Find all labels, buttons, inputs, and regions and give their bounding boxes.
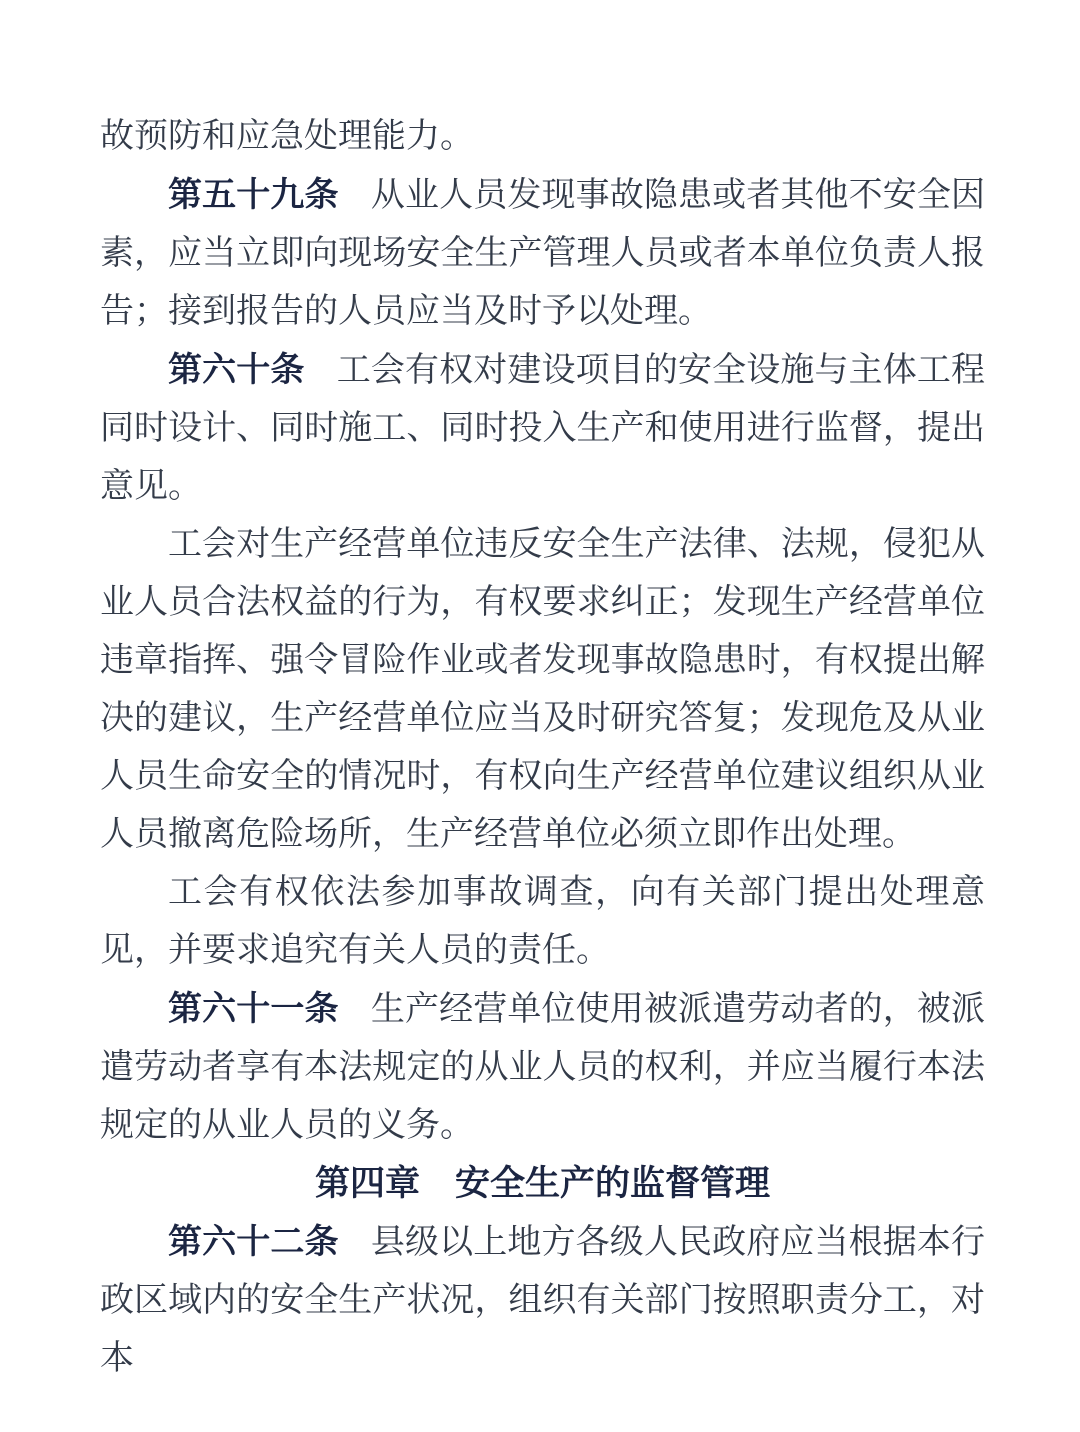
paragraph-article-62 <box>100 1213 985 1388</box>
paragraph-text: 工会有权对建设项目的安全设施与主体工程同时设计、同时施工、同时投入生产和使用进行监督，提出意见。 <box>100 352 986 505</box>
paragraph-text: 生产经营单位使用被派遣劳动者的，被派遣劳动者享有本法规定的从业人员的权利，并应当履行本法规定的从业人员的义务。 <box>100 991 986 1144</box>
paragraph-article-59 <box>100 166 985 341</box>
article-number: 第六十二条 <box>168 1223 339 1261</box>
paragraph-text: 故预防和应急处理能力。 <box>100 118 474 155</box>
paragraph-text: 工会对生产经营单位违反安全生产法律、法规，侵犯从业人员合法权益的行为，有权要求纠正；发现生产经营单位违章指挥、强令冒险作业或者发现事故隐患时，有权提出解决的建议，生产经营单位应当及时研究答复；发现危及从业人员生命安全的情况时，有权向生产经营单位建议组织从业人员撤离危险场所，生产经营单位必须立即作出处理。 <box>100 526 985 853</box>
paragraph-continuation <box>100 108 985 166</box>
chapter-heading <box>100 1155 985 1213</box>
chapter-number: 第四章 <box>314 1164 420 1203</box>
article-number: 第六十条 <box>168 351 305 389</box>
paragraph-article-60 <box>100 341 985 516</box>
paragraph-text: 县级以上地方各级人民政府应当根据本行政区域内的安全生产状况，组织有关部门按照职责分工，对本 <box>100 1224 986 1377</box>
article-number: 第六十一条 <box>168 990 339 1028</box>
paragraph-body <box>100 864 985 980</box>
paragraph-article-61 <box>100 980 985 1155</box>
chapter-title: 安全生产的监督管理 <box>455 1164 771 1203</box>
paragraph-text: 从业人员发现事故隐患或者其他不安全因素，应当立即向现场安全生产管理人员或者本单位负责人报告；接到报告的人员应当及时予以处理。 <box>100 177 986 330</box>
paragraph-body <box>100 516 985 864</box>
article-number: 第五十九条 <box>168 176 339 214</box>
paragraph-text: 工会有权依法参加事故调查，向有关部门提出处理意见，并要求追究有关人员的责任。 <box>100 874 985 969</box>
